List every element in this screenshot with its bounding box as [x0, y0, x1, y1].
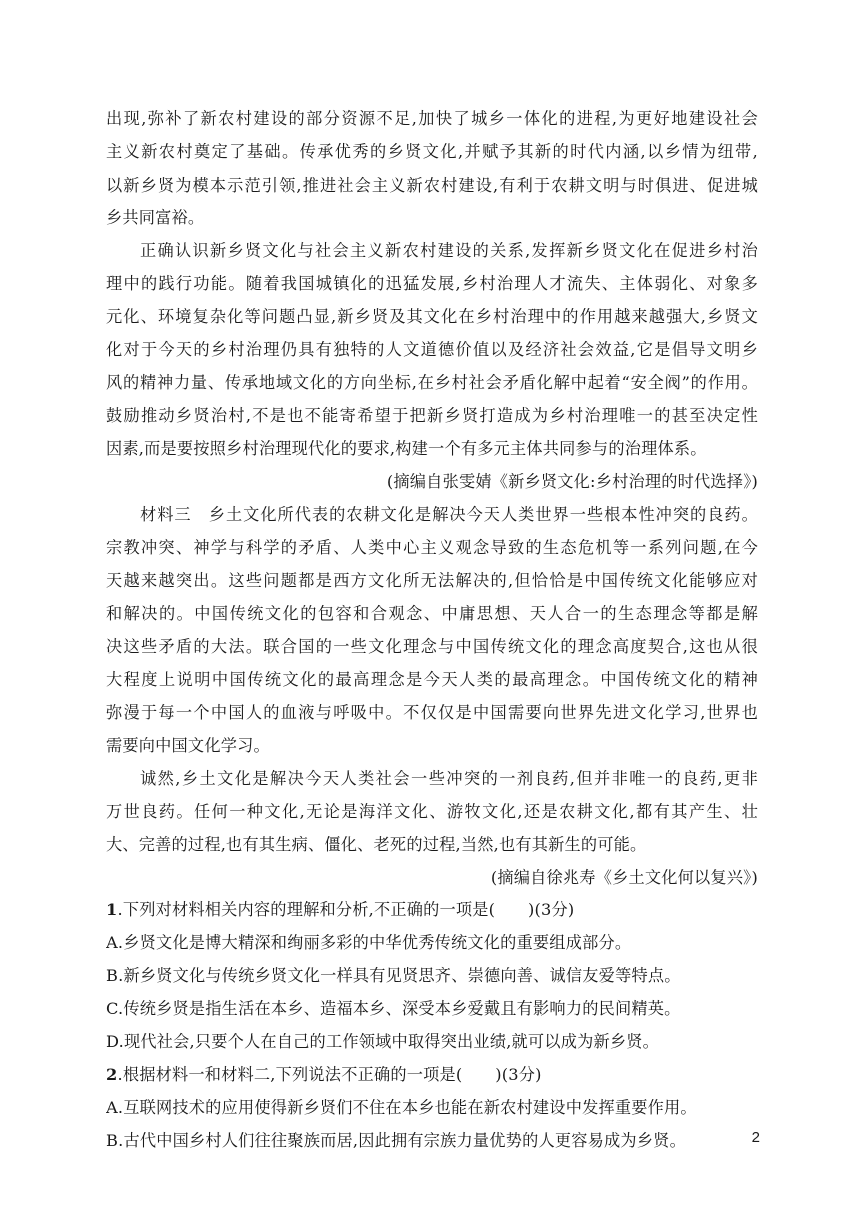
question-1-option-a: A.乡贤文化是博大精深和绚丽多彩的中华优秀传统文化的重要组成部分。 — [106, 933, 632, 952]
question-1-option-c: C.传统乡贤是指生活在本乡、造福本乡、深受本乡爱戴且有影响力的民间精英。 — [106, 999, 681, 1018]
paragraph-2-line-3: 元化、环境复杂化等问题凸显,新乡贤及其文化在乡村治理中的作用越来越强大,乡贤文 — [106, 307, 758, 326]
paragraph-4-line-3: 大、完善的过程,也有其生病、僵化、老死的过程,当然,也有其新生的可能。 — [106, 835, 647, 854]
page-number: 2 — [751, 1129, 760, 1146]
paragraph-1-line-3: 以新乡贤为模本示范引领,推进社会主义新农村建设,有利于农耕文明与时俱进、促进城 — [106, 176, 758, 195]
paragraph-2-line-7: 因素,而是要按照乡村治理现代化的要求,构建一个有多元主体共同参与的治理体系。 — [106, 439, 707, 458]
paragraph-2-line-5: 风的精神力量、传承地域文化的方向坐标,在乡村社会矛盾化解中起着“安全阀”的作用。 — [106, 373, 758, 392]
paragraph-1-line-2: 主义新农村奠定了基础。传承优秀的乡贤文化,并赋予其新的时代内涵,以乡情为纽带, — [106, 142, 758, 161]
paragraph-3-line-8: 需要向中国文化学习。 — [106, 736, 270, 755]
paragraph-3-line-3: 天越来越突出。这些问题都是西方文化所无法解决的,但恰恰是中国传统文化能够应对 — [106, 571, 758, 590]
paragraph-1-line-4: 乡共同富裕。 — [106, 208, 205, 227]
paragraph-2-line-2: 理中的践行功能。随着我国城镇化的迅猛发展,乡村治理人才流失、主体弱化、对象多 — [106, 274, 758, 293]
source-citation-2: (摘编自张雯婧《新乡贤文化:乡村治理的时代选择》) — [386, 472, 758, 491]
paragraph-2-line-4: 化对于今天的乡村治理仍具有独特的人文道德价值以及经济社会效益,它是倡导文明乡 — [106, 340, 758, 359]
paragraph-3-line-1: 材料三 乡土文化所代表的农耕文化是解决今天人类世界一些根本性冲突的良药。 — [140, 505, 758, 524]
question-1-option-d: D.现代社会,只要个人在自己的工作领域中取得突出业绩,就可以成为新乡贤。 — [106, 1032, 660, 1051]
paragraph-1-line-1: 出现,弥补了新农村建设的部分资源不足,加快了城乡一体化的进程,为更好地建设社会 — [106, 109, 758, 128]
question-2-option-a: A.互联网技术的应用使得新乡贤们不住在本乡也能在新农村建设中发挥重要作用。 — [106, 1098, 697, 1117]
question-1-option-b: B.新乡贤文化与传统乡贤文化一样具有见贤思齐、崇德向善、诚信友爱等特点。 — [106, 966, 681, 985]
paragraph-3-line-5: 决这些矛盾的大法。联合国的一些文化理念与中国传统文化的理念高度契合,这也从很 — [106, 637, 758, 656]
paragraph-4-line-1: 诚然,乡土文化是解决今天人类社会一些冲突的一剂良药,但并非唯一的良药,更非 — [140, 769, 758, 788]
paragraph-2-line-1: 正确认识新乡贤文化与社会主义新农村建设的关系,发挥新乡贤文化在促进乡村治 — [140, 241, 758, 260]
question-1-stem — [106, 900, 758, 920]
question-2-stem — [106, 1065, 758, 1085]
paragraph-2-line-6: 鼓励推动乡贤治村,不是也不能寄希望于把新乡贤打造成为乡村治理唯一的甚至决定性 — [106, 406, 758, 425]
paragraph-3-line-4: 和解决的。中国传统文化的包容和合观念、中庸思想、天人合一的生态理念等都是解 — [106, 604, 758, 623]
paragraph-3-line-2: 宗教冲突、神学与科学的矛盾、人类中心主义观念导致的生态危机等一系列问题,在今 — [106, 538, 758, 557]
paragraph-3-line-6: 大程度上说明中国传统文化的最高理念是今天人类的最高理念。中国传统文化的精神 — [106, 670, 758, 689]
question-2-option-b: B.古代中国乡村人们往往聚族而居,因此拥有宗族力量优势的人更容易成为乡贤。 — [106, 1131, 686, 1150]
question-2-number: 2 — [106, 1065, 118, 1084]
paragraph-4-line-2: 万世良药。任何一种文化,无论是海洋文化、游牧文化,还是农耕文化,都有其产生、壮 — [106, 802, 758, 821]
question-2-text: .根据材料一和材料二,下列说法不正确的一项是( )(3分) — [117, 1065, 542, 1084]
paragraph-3-line-7: 弥漫于每一个中国人的血液与呼吸中。不仅仅是中国需要向世界先进文化学习,世界也 — [106, 703, 758, 722]
question-1-text: .下列对材料相关内容的理解和分析,不正确的一项是( )(3分) — [117, 900, 575, 919]
question-1-number: 1 — [106, 900, 118, 919]
source-citation-3: (摘编自徐兆寿《乡土文化何以复兴》) — [490, 868, 758, 887]
